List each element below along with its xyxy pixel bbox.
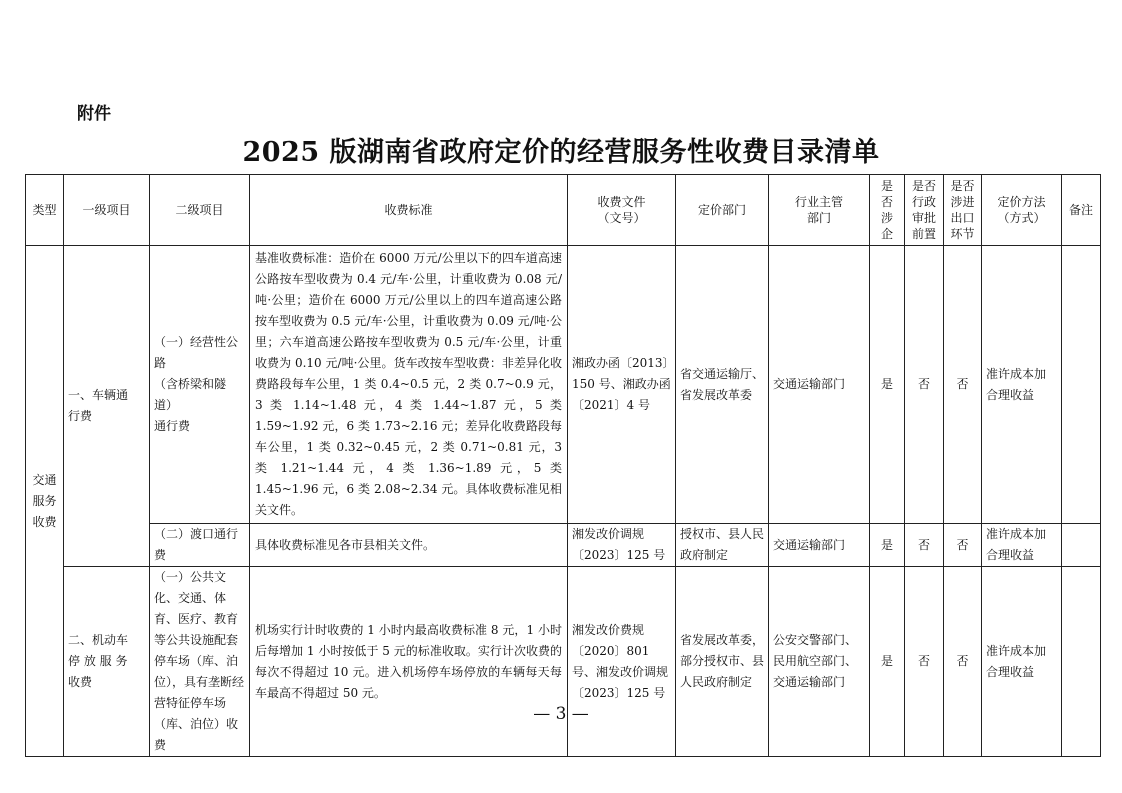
- industry-cell: 交通运输部门: [769, 246, 870, 524]
- port-cell: 否: [944, 567, 982, 757]
- header-industry: 行业主管 部门: [769, 175, 870, 246]
- header-dept: 定价部门: [676, 175, 769, 246]
- table-row: [26, 524, 1101, 567]
- header-method: 定价方法 （方式）: [982, 175, 1062, 246]
- level2-cell: （一）公共文化、交通、体育、医疗、教育等公共设施配套停车场（库、泊位），具有垄断经营特征停车场（库、泊位）收费: [150, 567, 250, 757]
- standard-cell: 机场实行计时收费的 1 小时内最高收费标准 8 元，1 小时后每增加 1 小时按低于 5 元的标准收取。实行计次收费的每次不得超过 10 元。进入机场停车场停放的车辆每天每车最高不得超过 50 元。: [250, 567, 568, 757]
- category-cell: 交通 服务 收费: [26, 246, 64, 757]
- level2-cell: （一）经营性公路 （含桥梁和隧道） 通行费: [150, 246, 250, 524]
- enterprise-cell: 是: [870, 567, 905, 757]
- dept-cell: 省发展改革委，部分授权市、县人民政府制定: [676, 567, 769, 757]
- level2-cell: （二）渡口通行费: [150, 524, 250, 567]
- port-cell: 否: [944, 524, 982, 567]
- table-header-row: [26, 175, 1101, 246]
- header-level1: 一级项目: [64, 175, 150, 246]
- approval-cell: 否: [905, 524, 944, 567]
- doc-cell: 湘发改价调规〔2023〕125 号: [568, 524, 676, 567]
- table-row: [26, 246, 1101, 524]
- attachment-label: 附件: [77, 104, 111, 124]
- header-doc: 收费文件 （文号）: [568, 175, 676, 246]
- industry-cell: 交通运输部门: [769, 524, 870, 567]
- standard-cell: 基准收费标准：造价在 6000 万元/公里以下的四车道高速公路按车型收费为 0.4 元/车·公里，计重收费为 0.08 元/吨·公里；造价在 6000 万元/公里以上的四车道高速公路按车型收费为 0.5 元/车·公里，计重收费为 0.09 元/吨·公里；六车道高速公路按车型收费为 0.5 元/车·公里，计重收费为 0.10 元/吨·公里。货车改按车型收费：非差异化收费路段每车公里，1 类 0.4~0.5 元，2 类 0.7~0.9 元，3 类 1.14~1.48 元，4 类 1.44~1.87 元，5 类 1.59~1.92 元，6 类 1.73~2.16 元；差异化收费路段每车公里，1 类 0.32~0.45 元，2 类 0.71~0.81 元，3 类 1.21~1.44 元，4 类 1.36~1.89 元，5 类 1.45~1.96 元，6 类 2.08~2.34 元。具体收费标准见相关文件。: [250, 246, 568, 524]
- approval-cell: 否: [905, 246, 944, 524]
- table-row: [26, 567, 1101, 757]
- header-port: 是否 涉进 出口 环节: [944, 175, 982, 246]
- standard-cell: 具体收费标准见各市县相关文件。: [250, 524, 568, 567]
- doc-cell: 湘发改价费规〔2020〕801 号、湘发改价调规〔2023〕125 号: [568, 567, 676, 757]
- header-level2: 二级项目: [150, 175, 250, 246]
- fee-catalog-table: [25, 174, 1101, 757]
- level1-cell: 二、机动车 停 放 服 务 收费: [64, 567, 150, 757]
- method-cell: 准许成本加合理收益: [982, 524, 1062, 567]
- header-remark: 备注: [1062, 175, 1101, 246]
- remark-cell: [1062, 567, 1101, 757]
- level1-cell: 一、车辆通 行费: [64, 246, 150, 567]
- header-approval: 是否 行政 审批 前置: [905, 175, 944, 246]
- doc-cell: 湘政办函〔2013〕150 号、湘政办函〔2021〕4 号: [568, 246, 676, 524]
- remark-cell: [1062, 524, 1101, 567]
- enterprise-cell: 是: [870, 524, 905, 567]
- page-title: 2025 版湖南省政府定价的经营服务性收费目录清单: [242, 137, 880, 168]
- approval-cell: 否: [905, 567, 944, 757]
- header-standard: 收费标准: [250, 175, 568, 246]
- header-type: 类型: [26, 175, 64, 246]
- dept-cell: 省交通运输厅、省发展改革委: [676, 246, 769, 524]
- method-cell: 准许成本加合理收益: [982, 567, 1062, 757]
- remark-cell: [1062, 246, 1101, 524]
- enterprise-cell: 是: [870, 246, 905, 524]
- dept-cell: 授权市、县人民政府制定: [676, 524, 769, 567]
- header-enterprise: 是 否 涉 企: [870, 175, 905, 246]
- industry-cell: 公安交警部门、民用航空部门、交通运输部门: [769, 567, 870, 757]
- method-cell: 准许成本加合理收益: [982, 246, 1062, 524]
- port-cell: 否: [944, 246, 982, 524]
- page-number: — 3 —: [533, 704, 589, 724]
